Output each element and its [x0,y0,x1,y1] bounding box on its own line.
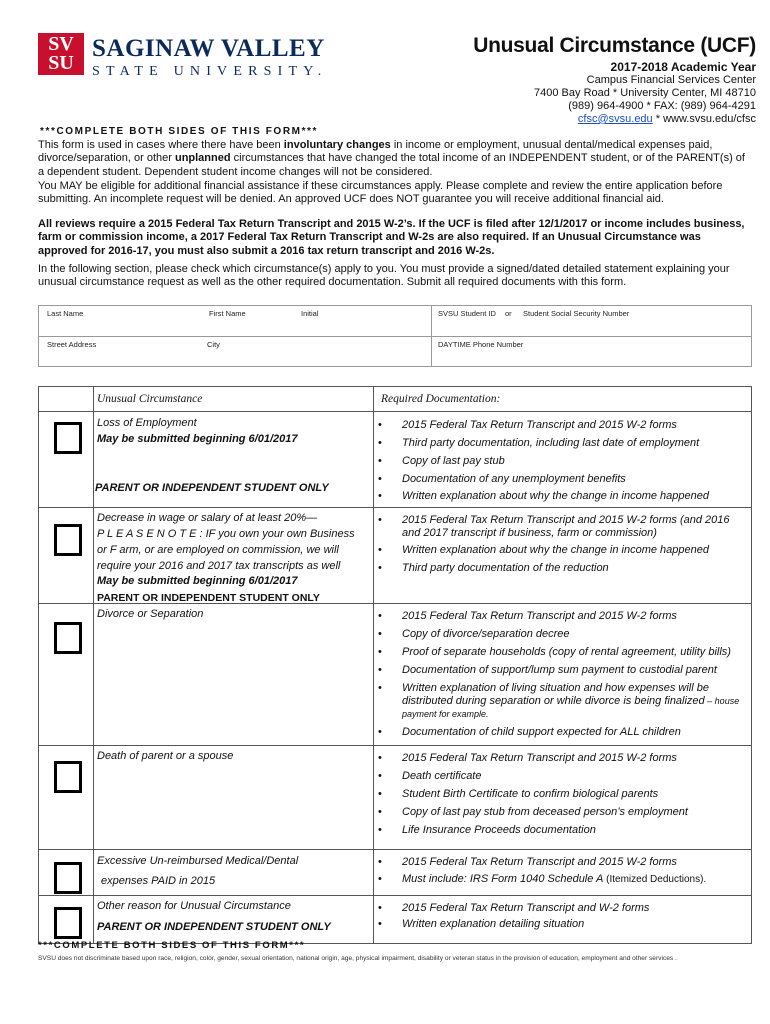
column-header-documentation: Required Documentation: [381,393,501,405]
doc-item [379,610,745,623]
first-name-field[interactable]: First Name [209,309,246,318]
doc-item [379,490,745,503]
doc-item [379,544,745,557]
row-title: Death of parent or a spouse [97,750,234,762]
doc-text: • Written explanation about why the change in income happened [402,490,709,502]
doc-text: • 2015 Federal Tax Return Transcript and 2015 W-2 forms [402,752,677,764]
office-address: 7400 Bay Road * University Center, MI 48710 [534,87,756,99]
row-title: Excessive Un-reimbursed Medical/Dental [97,855,299,867]
doc-text: • Copy of divorce/separation decree [402,628,570,640]
table-divider [373,387,374,943]
initial-field[interactable]: Initial [301,309,319,318]
doc-text: • 2015 Federal Tax Return Transcript and 2015 W-2 forms [402,856,677,868]
form-title: Unusual Circumstance (UCF) [473,34,756,57]
last-name-field[interactable]: Last Name [47,309,84,318]
decrease-in-wage-checkbox[interactable] [54,524,82,556]
divorce-separation-checkbox[interactable] [54,622,82,654]
office-phone: (989) 964-4900 * FAX: (989) 964-4291 [568,100,756,112]
doc-item [379,664,745,677]
doc-text: • Student Birth Certificate to confirm biological parents [402,788,659,800]
or-label: or [505,309,512,318]
doc-text: • Written explanation about why the change in income happened [402,544,709,556]
email-link[interactable]: cfsc@svsu.edu [577,113,653,125]
doc-item [379,628,745,641]
doc-item [379,437,745,450]
intro-emphasis: unplanned [174,152,231,165]
contact-line [578,113,756,125]
instructions-paragraph: In the following section, please check which circumstance(s) apply to you. You must provide a signed/dated detailed statement explaining your unusual circumstance request as well as the other required documentation. Submit all required documents with this form. [38,263,730,289]
doc-text: • Third party documentation of the reduction [402,562,609,574]
doc-text: Written explanation of living situation and how expenses will be distributed during separation or while divorce is being finalized [402,682,709,707]
row-title: Loss of Employment [97,417,197,429]
complete-both-sides-note: ***COMPLETE BOTH SIDES OF THIS FORM*** [40,126,319,137]
doc-item [379,562,745,575]
loss-of-employment-checkbox[interactable] [54,422,82,454]
doc-text: • Copy of last pay stub from deceased person’s employment [402,806,688,818]
doc-item [379,752,745,765]
doc-text: • Documentation of child support expected for ALL children [402,726,681,738]
medical-dental-checkbox[interactable] [54,862,82,894]
other-reason-checkbox[interactable] [54,907,82,939]
info-divider [431,306,432,366]
row-note: require your 2016 and 2017 tax transcripts as well [97,560,341,572]
doc-item [379,806,745,819]
doc-item [379,918,745,931]
doc-text-suffix: – house payment for example. [402,696,740,719]
doc-text: • Third party documentation, including last date of employment [402,437,700,449]
student-info-box [38,305,752,367]
doc-text: • 2015 Federal Tax Return Transcript and W-2 forms [402,902,650,914]
row-title: Decrease in wage or salary of at least 20%— [97,512,318,524]
svsu-logo-mark [38,33,84,75]
doc-item [379,473,745,486]
doc-item [379,682,745,721]
doc-item [379,455,745,468]
logo-letters-top: SV [48,33,74,55]
doc-item [379,419,745,432]
row-note: P L E A S E N O T E : IF you own your own Business [97,528,355,540]
row-eligibility: PARENT OR INDEPENDENT STUDENT ONLY [97,921,331,933]
website-text: * www.svsu.edu/cfsc [652,113,756,125]
logo-letters [38,33,84,77]
doc-item [379,824,745,837]
row-date: May be submitted beginning 6/01/2017 [97,433,298,445]
doc-item [379,902,745,915]
doc-item [379,873,745,886]
doc-text: Must include: IRS Form 1040 Schedule A [402,873,604,885]
table-divider [39,849,751,850]
doc-text: • 2015 Federal Tax Return Transcript and 2015 W-2 forms (and 2016 and 2017 transcript if business, farm or commission) [402,514,730,539]
complete-both-sides-note-bottom: ***COMPLETE BOTH SIDES OF THIS FORM*** [38,940,306,951]
doc-text: • 2015 Federal Tax Return Transcript and 2015 W-2 forms [402,610,677,622]
logo-name-line1: SAGINAW VALLEY [92,35,325,62]
student-id-field[interactable]: SVSU Student ID [438,309,496,318]
intro-emphasis: involuntary changes [283,139,391,151]
table-divider [39,411,751,412]
row-title: Divorce or Separation [97,608,204,620]
doc-text: • Copy of last pay stub [402,455,505,467]
intro-paragraph-2: You MAY be eligible for additional financial assistance if these circumstances apply. Please complete and review the entire application before submitting. An incomplete request will be denied. An approved UCF does NOT guarantee you will receive additional financial aid. [38,180,723,206]
intro-text: circumstances that have changed the total income of an INDEPENDENT student, or of the PARENT(s) of a dependent student. Dependent student income changes will not be considered. [38,152,745,178]
requirements-paragraph: All reviews require a 2015 Federal Tax Return Transcript and 2015 W-2’s. If the UCF is filed after 12/1/2017 or income includes business, farm or commission income, a 2017 Federal Tax Return Transcript and W-2s are also required. If an Unusual Circumstance was approved for 2016-17, you must also submit a 2016 tax return transcript and 2016 W-2s. [38,218,745,257]
intro-text: in income or employment, unusual dental/medical expenses paid, divorce/separation, or other [38,139,713,165]
doc-item [379,514,745,540]
doc-text: • 2015 Federal Tax Return Transcript and 2015 W-2 forms [402,419,677,431]
academic-year: 2017-2018 Academic Year [610,60,756,74]
intro-paragraph-1 [38,139,748,179]
ssn-field[interactable]: Student Social Security Number [523,309,630,318]
city-field[interactable]: City [207,340,220,349]
row-eligibility: PARENT OR INDEPENDENT STUDENT ONLY [97,592,320,604]
doc-item [379,770,745,783]
logo-name-line2: STATE UNIVERSITY. [92,64,328,79]
doc-text: • Proof of separate households (copy of rental agreement, utility bills) [402,646,731,658]
column-header-circumstance: Unusual Circumstance [97,393,203,405]
phone-field[interactable]: DAYTIME Phone Number [438,340,524,349]
table-divider [39,745,751,746]
office-name: Campus Financial Services Center [586,74,756,86]
table-divider [39,895,751,896]
row-date: May be submitted beginning 6/01/2017 [97,575,298,587]
doc-text: • Documentation of support/lump sum payment to custodial parent [402,664,717,676]
row-eligibility: PARENT OR INDEPENDENT STUDENT ONLY [95,482,329,494]
doc-item [379,646,745,659]
row-title: Other reason for Unusual Circumstance [97,900,291,912]
row-note: or F arm, or are employed on commission, we will [97,544,339,556]
doc-item [379,856,745,869]
street-address-field[interactable]: Street Address [47,340,97,349]
doc-text: • Written explanation detailing situation [402,918,585,930]
intro-text: This form is used in cases where there have been [38,139,284,151]
row-subtitle: expenses PAID in 2015 [101,875,216,887]
circumstance-table [38,386,752,944]
doc-text-suffix: (Itemized Deductions). [603,874,707,885]
doc-text: • Death certificate [402,770,482,782]
doc-text: • Life Insurance Proceeds documentation [402,824,596,836]
table-divider [39,507,751,508]
doc-item [379,788,745,801]
info-divider [39,336,751,337]
nondiscrimination-statement: SVSU does not discriminate based upon race, religion, color, gender, sexual orientation, national origin, age, physical impairment, disability or veteran status in the provision of education, employment and other services . [38,955,677,962]
logo-letters-bottom: SU [48,52,74,74]
doc-text: • Documentation of any unemployment benefits [402,473,626,485]
doc-item [379,726,745,739]
table-divider [93,387,94,943]
death-of-parent-checkbox[interactable] [54,761,82,793]
